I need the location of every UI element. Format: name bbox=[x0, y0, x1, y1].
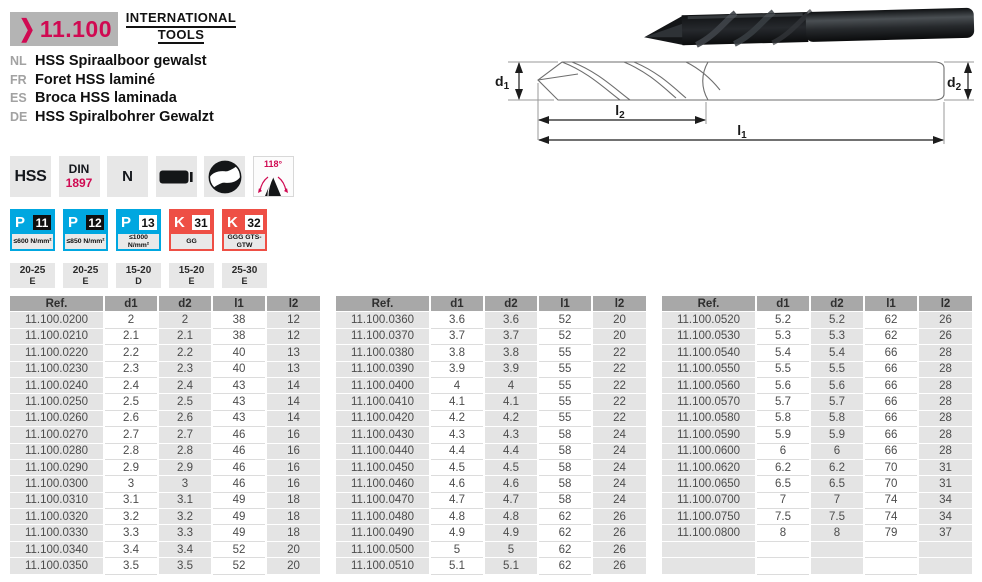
table-row: 11.100.0460 4.6 4.6 58 24 bbox=[336, 476, 646, 492]
product-title: Foret HSS laminé bbox=[35, 71, 156, 88]
title-row-fr bbox=[10, 72, 214, 91]
lang-label: FR bbox=[10, 72, 27, 87]
table-row: 11.100.0330 3.3 3.3 49 18 bbox=[10, 525, 320, 541]
brand-line1: INTERNATIONAL bbox=[126, 11, 236, 28]
iso-group-number: 32 bbox=[245, 215, 263, 230]
table-row: 11.100.0340 3.4 3.4 52 20 bbox=[10, 541, 320, 557]
iso-group-letter: P bbox=[15, 214, 26, 231]
table-row: 11.100.0530 5.3 5.3 62 26 bbox=[662, 328, 972, 344]
shank-icon bbox=[158, 157, 195, 197]
table-row: 11.100.0280 2.8 2.8 46 16 bbox=[10, 443, 320, 459]
table-row: 11.100.0590 5.9 5.9 66 28 bbox=[662, 427, 972, 443]
article-code-badge bbox=[10, 12, 118, 46]
drill-outline bbox=[538, 62, 944, 100]
cylindrical-shank-icon bbox=[156, 156, 197, 197]
app-code-p12 bbox=[63, 209, 108, 251]
spec-icon-row bbox=[10, 156, 294, 197]
dimension-drawing bbox=[492, 50, 980, 150]
hss-label: HSS bbox=[14, 167, 47, 185]
table-row: 11.100.0260 2.6 2.6 43 14 bbox=[10, 410, 320, 426]
col-ref: Ref. bbox=[10, 296, 104, 312]
dim-l1 bbox=[539, 102, 944, 144]
table-row: 11.100.0300 3 3 46 16 bbox=[10, 476, 320, 492]
din-number: 1897 bbox=[65, 175, 93, 190]
table-row: 11.100.0600 6 6 66 28 bbox=[662, 443, 972, 459]
ref-table-3 bbox=[662, 296, 972, 575]
svg-text:l1: $l_1$ bbox=[737, 122, 747, 141]
table-row: 11.100.0380 3.8 3.8 55 22 bbox=[336, 345, 646, 361]
col-d1: d1 bbox=[104, 296, 158, 312]
table-row: 11.100.0470 4.7 4.7 58 24 bbox=[336, 492, 646, 508]
svg-text:d2: $d_2$ bbox=[947, 74, 962, 93]
title-row-es bbox=[10, 90, 214, 109]
article-code: 11.100 bbox=[39, 15, 113, 42]
table-row: 11.100.0320 3.2 3.2 49 18 bbox=[10, 509, 320, 525]
col-l1: l1 bbox=[538, 296, 592, 312]
material-note: ≤600 N/mm² bbox=[12, 234, 53, 249]
title-row-nl bbox=[10, 53, 214, 72]
table-row: 11.100.0200 2 2 38 12 bbox=[10, 312, 320, 328]
lang-label: ES bbox=[10, 91, 27, 105]
col-ref: Ref. bbox=[336, 296, 430, 312]
lang-label: DE bbox=[10, 109, 28, 124]
table-row: 11.100.0500 5 5 62 26 bbox=[336, 541, 646, 557]
dim-l2 bbox=[538, 83, 706, 140]
table-row: 11.100.0290 2.9 2.9 46 16 bbox=[10, 459, 320, 475]
din-standard-badge bbox=[59, 156, 100, 197]
col-d1: d1 bbox=[430, 296, 484, 312]
col-l1: l1 bbox=[212, 296, 266, 312]
chevron-right-icon: ❯ bbox=[19, 15, 35, 43]
cross-section-icon bbox=[206, 158, 244, 196]
table-row: 11.100.0560 5.6 5.6 66 28 bbox=[662, 377, 972, 393]
table-header-row bbox=[662, 296, 972, 312]
speed-rating: 15-20 E bbox=[169, 263, 214, 288]
speed-rating: 25-30 E bbox=[222, 263, 267, 288]
col-l1: l1 bbox=[864, 296, 918, 312]
col-l2: l2 bbox=[592, 296, 646, 312]
table-row: 11.100.0580 5.8 5.8 66 28 bbox=[662, 410, 972, 426]
svg-text:d1: $d_1$ bbox=[495, 73, 510, 92]
product-title: HSS Spiraalboor gewalst bbox=[35, 53, 207, 69]
iso-group-letter: P bbox=[121, 214, 132, 231]
table-row: 11.100.0550 5.5 5.5 66 28 bbox=[662, 361, 972, 377]
lang-label: NL bbox=[10, 54, 27, 68]
col-l2: l2 bbox=[918, 296, 972, 312]
table-row: 11.100.0250 2.5 2.5 43 14 bbox=[10, 394, 320, 410]
col-d2: d2 bbox=[484, 296, 538, 312]
col-l2: l2 bbox=[266, 296, 320, 312]
iso-group-number: 12 bbox=[86, 215, 104, 230]
table-row: 11.100.0540 5.4 5.4 66 28 bbox=[662, 345, 972, 361]
table-row: 11.100.0520 5.2 5.2 62 26 bbox=[662, 312, 972, 328]
app-code-k32 bbox=[222, 209, 267, 251]
table-row: 11.100.0310 3.1 3.1 49 18 bbox=[10, 492, 320, 508]
table-row: 11.100.0390 3.9 3.9 55 22 bbox=[336, 361, 646, 377]
point-angle-drawing bbox=[253, 169, 293, 196]
point-angle-value: 118° bbox=[263, 159, 283, 169]
iso-group-letter: P bbox=[68, 214, 79, 231]
type-n-badge bbox=[107, 156, 148, 197]
table-row bbox=[662, 558, 972, 574]
iso-group-number: 31 bbox=[192, 215, 210, 230]
dim-d2 bbox=[944, 62, 974, 100]
application-code-row bbox=[10, 209, 267, 251]
material-note: ≤850 N/mm² bbox=[65, 234, 106, 249]
din-label: DIN bbox=[68, 162, 90, 177]
table-row: 11.100.0410 4.1 4.1 55 22 bbox=[336, 394, 646, 410]
app-code-p13 bbox=[116, 209, 161, 251]
table-row: 11.100.0360 3.6 3.6 52 20 bbox=[336, 312, 646, 328]
brand-line2: TOOLS bbox=[158, 28, 205, 45]
table-row: 11.100.0370 3.7 3.7 52 20 bbox=[336, 328, 646, 344]
app-code-k31 bbox=[169, 209, 214, 251]
table-row: 11.100.0650 6.5 6.5 70 31 bbox=[662, 476, 972, 492]
product-title: HSS Spiralbohrer Gewalzt bbox=[35, 108, 214, 125]
iso-group-number: 13 bbox=[139, 215, 157, 230]
product-title: Broca HSS laminada bbox=[35, 90, 177, 106]
brand-logo bbox=[121, 11, 241, 44]
iso-group-letter: K bbox=[174, 214, 185, 231]
col-d2: d2 bbox=[810, 296, 864, 312]
point-angle-icon bbox=[253, 156, 294, 197]
table-row: 11.100.0570 5.7 5.7 66 28 bbox=[662, 394, 972, 410]
table-header-row bbox=[336, 296, 646, 312]
table-row: 11.100.0430 4.3 4.3 58 24 bbox=[336, 427, 646, 443]
type-n-label: N bbox=[122, 168, 133, 185]
iso-group-number: 11 bbox=[33, 215, 51, 230]
table-row bbox=[662, 541, 972, 557]
table-row: 11.100.0700 7 7 74 34 bbox=[662, 492, 972, 508]
table-row: 11.100.0220 2.2 2.2 40 13 bbox=[10, 345, 320, 361]
table-row: 11.100.0750 7.5 7.5 74 34 bbox=[662, 509, 972, 525]
material-hss-badge bbox=[10, 156, 51, 197]
material-note: GGG GTS-GTW bbox=[224, 234, 265, 249]
table-row: 11.100.0270 2.7 2.7 46 16 bbox=[10, 427, 320, 443]
product-title-list bbox=[10, 53, 214, 127]
table-row: 11.100.0490 4.9 4.9 62 26 bbox=[336, 525, 646, 541]
table-row: 11.100.0420 4.2 4.2 55 22 bbox=[336, 410, 646, 426]
col-d1: d1 bbox=[756, 296, 810, 312]
table-row: 11.100.0620 6.2 6.2 70 31 bbox=[662, 459, 972, 475]
table-row: 11.100.0450 4.5 4.5 58 24 bbox=[336, 459, 646, 475]
table-row: 11.100.0240 2.4 2.4 43 14 bbox=[10, 377, 320, 393]
col-ref: Ref. bbox=[662, 296, 756, 312]
drill-cross-section-icon bbox=[204, 156, 245, 197]
speed-rating: 20-25 E bbox=[10, 263, 55, 288]
table-header-row bbox=[10, 296, 320, 312]
material-note: GG bbox=[171, 234, 212, 249]
speed-rating: 20-25 E bbox=[63, 263, 108, 288]
ref-table-1 bbox=[10, 296, 320, 575]
table-row: 11.100.0350 3.5 3.5 52 20 bbox=[10, 558, 320, 574]
dim-d1 bbox=[495, 62, 558, 100]
iso-group-letter: K bbox=[227, 214, 238, 231]
table-row: 11.100.0400 4 4 55 22 bbox=[336, 377, 646, 393]
ref-table-2 bbox=[336, 296, 646, 575]
table-row: 11.100.0480 4.8 4.8 62 26 bbox=[336, 509, 646, 525]
table-row: 11.100.0510 5.1 5.1 62 26 bbox=[336, 558, 646, 574]
drill-photo bbox=[638, 4, 978, 50]
app-code-p11 bbox=[10, 209, 55, 251]
table-row: 11.100.0230 2.3 2.3 40 13 bbox=[10, 361, 320, 377]
col-d2: d2 bbox=[158, 296, 212, 312]
cutting-speed-row bbox=[10, 263, 267, 288]
speed-rating: 15-20 D bbox=[116, 263, 161, 288]
table-row: 11.100.0210 2.1 2.1 38 12 bbox=[10, 328, 320, 344]
table-row: 11.100.0440 4.4 4.4 58 24 bbox=[336, 443, 646, 459]
material-note: ≤1000 N/mm² bbox=[118, 234, 159, 249]
svg-text:l2: $l_2$ bbox=[615, 102, 625, 121]
title-row-de bbox=[10, 109, 214, 128]
table-row: 11.100.0800 8 8 79 37 bbox=[662, 525, 972, 541]
